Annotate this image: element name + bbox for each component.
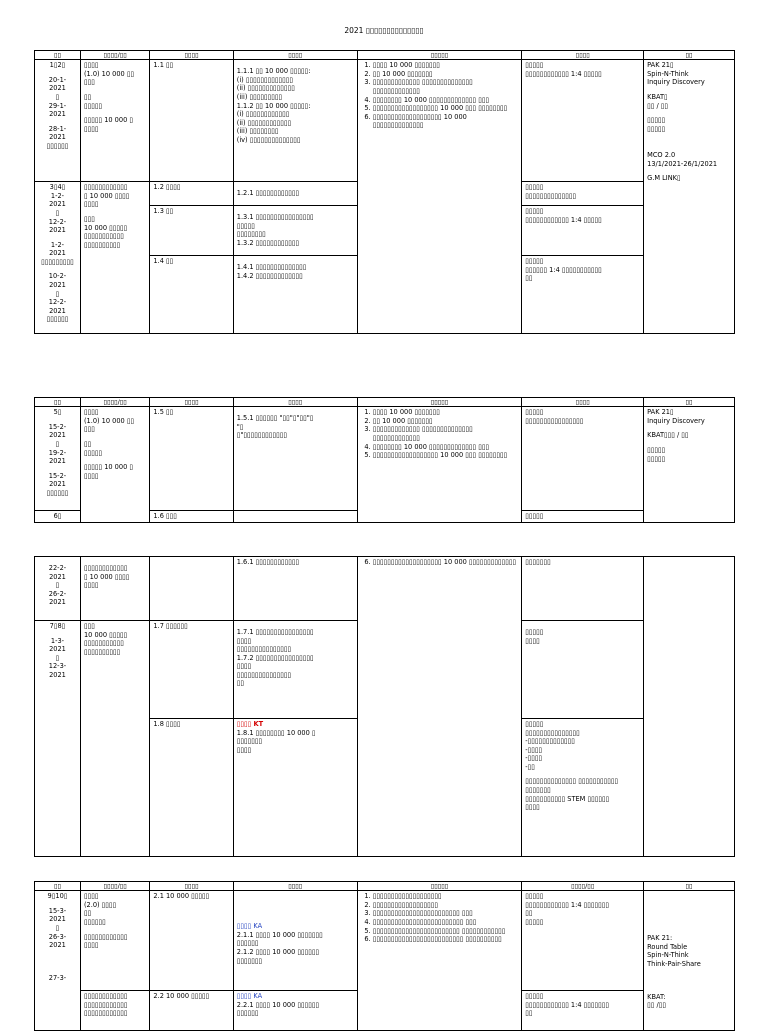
text-line: Think-Pair-Share [647,960,701,969]
text-line: 26-3- [48,932,67,941]
unit-cell [80,557,149,621]
learning-standard-cell [233,719,357,857]
text-line: Inquiry Discovery [647,78,705,87]
text-line: ▯▯▯▯▯▯▯▯▯▯▯▯ 1:4 ▯▯▯▯▯▯▯ [525,900,610,909]
standard-cell [150,182,233,206]
text-line: ▯ 10 000 ▯▯▯▯ [83,572,130,581]
notes-cell [644,891,735,1031]
text-line: 2.1.2 ▯▯▯▯ 10 000 ▯▯▯▯▯▯ [236,948,320,957]
standard-cell [150,621,233,719]
assessment-cell [522,206,644,256]
activities-cell [357,407,522,523]
ka-tag: ▯▯▯▯ KA [236,922,263,931]
header-cell: ▯▯ [35,882,81,891]
assessment-cell [522,256,644,334]
text-line: ▯▯ [525,1009,533,1018]
learning-standard-cell [233,991,357,1031]
text-line: 2021 [49,941,66,950]
text-line: ▯▯▯▯▯▯▯▯▯▯▯▯ [83,1000,128,1009]
text-line: 27-3- [48,973,67,982]
text-line: 1▯2▯ [49,61,66,70]
text-line: ▯▯▯▯ [236,662,252,671]
activity-item: 5. ▯▯▯▯▯▯▯▯▯▯▯▯▯▯▯▯▯▯ 10 000 ▯▯▯ ▯▯▯▯▯▯▯▯ [373,451,519,460]
header-cell: ▯▯▯▯/▯▯ [80,398,149,407]
standard-label: 1.7 ▯▯▯▯▯▯ [153,622,188,630]
header-cell: ▯▯▯▯ [522,398,644,407]
text-line: 2021 [49,280,66,289]
text-line: 2021 [49,670,66,679]
text-line: ▯▯ [525,909,533,918]
text-line: ▯▯▯▯▯▯▯▯▯▯▯▯ [83,1009,128,1018]
activity-item: 3. ▯▯▯▯▯▯▯▯▯▯▯▯▯▯▯▯▯▯▯▯▯▯▯▯ ▯▯▯ [373,909,519,918]
activity-item: 4. ▯▯▯▯▯▯▯▯ 10 000 ▯▯▯▯▯▯▯▯▯▯▯▯▯ ▯▯▯ [373,443,519,452]
text-line: ▯▯▯▯▯▯▯▯▯▯▯ [83,232,124,241]
week-cell [35,891,81,1031]
text-line: ▯▯▯▯▯ [525,257,544,266]
text-line: ▯▯▯▯▯▯▯▯▯▯▯▯▯▯▯▯ [525,416,584,425]
activity-item: 3. ▯▯▯▯▯▯▯▯▯▯▯▯▯ ▯▯▯▯▯▯▯▯▯▯▯▯▯▯ ▯▯▯▯▯▯▯▯▯▯▯▯▯ [373,78,519,95]
text-line: ▯ [55,289,60,298]
text-line: ▯▯▯▯ [83,941,99,950]
activities-cell [357,60,522,334]
header-cell: ▯▯▯▯/▯▯ [522,882,644,891]
activity-item: 1. ▯▯▯▯ 10 000 ▯▯▯▯▯▯▯ [373,408,519,417]
text-line: 2021 [49,572,66,581]
text-line: ▯▯ [236,679,245,688]
header-cell: ▯▯▯▯/▯▯ [80,882,149,891]
text-line: 1-2- [50,240,65,249]
text-line: 1.3.2 ▯▯▯▯▯▯▯▯▯▯▯▯ [236,239,300,248]
unit-cell [80,891,149,991]
text-line: ▯▯▯▯▯▯▯▯▯▯ [83,647,121,656]
activity-item: 4. ▯▯▯▯▯▯▯▯▯▯▯▯▯▯▯▯▯▯▯▯▯▯▯▯▯ ▯▯▯ [373,918,519,927]
text-line: 2021 [49,226,66,235]
text-line: ▯▯▯▯▯ 10 000 ▯ [83,116,133,125]
activity-item: 1. ▯▯▯▯ 10 000 ▯▯▯▯▯▯▯ [373,61,519,70]
text-line: 2021 [49,306,66,315]
text-line: ▯ [55,440,60,449]
text-line: (iii) ▯▯▯▯▯▯▯▯ [236,127,279,136]
text-line: ▯▯▯▯▯▯▯▯▯▯▯▯▯▯▯ [525,728,580,737]
text-line: ▯▯▯▯▯▯▯▯▯▯▯▯ 1:4 ▯▯▯▯▯ [525,69,602,78]
text-line: -▯▯ [525,762,535,771]
table-row [35,60,735,182]
week-cell [35,621,81,857]
standard-label: 1.4 ▯▯ [153,257,174,266]
text-line: 2.2.1 ▯▯▯▯ 10 000 ▯▯▯▯▯▯ [236,1000,320,1009]
text-line: KBAT: [647,992,666,1001]
standard-label: 2.1 10 000 ▯▯▯▯▯ [153,892,210,901]
week-cell [35,407,81,511]
text-line: ▯▯▯▯▯▯▯▯▯▯▯▯ 1:4 ▯▯▯▯▯ [525,215,602,224]
text-line: ▯▯▯▯▯▯ [46,141,69,150]
text-line: ▯▯▯▯▯ [525,512,544,521]
week-cell [35,557,81,621]
text-line: 2.1.1 ▯▯▯▯ 10 000 ▯▯▯▯▯▯▯ [236,930,323,939]
text-line: 1.1.2 ▯▯ 10 000 ▯▯▯▯▯: [236,101,311,110]
text-line: ▯▯ [525,274,533,283]
text-line: ▯▯▯▯ [83,408,99,417]
table-row [35,407,735,511]
activity-item: 2. ▯▯ 10 000 ▯▯▯▯▯▯▯ [373,417,519,426]
learning-standard-cell [233,557,357,621]
text-line: ▯▯ [83,440,92,449]
standard-cell [150,60,233,182]
text-line: 1.8.1 ▯▯▯▯▯▯▯▯ 10 000 ▯ [236,728,316,737]
text-line: ▯▯▯▯ [83,471,99,480]
document-title: 2021 ▯▯▯▯▯▯▯▯▯▯▯▯▯▯ [344,26,424,35]
unit-cell [80,991,149,1031]
text-line: ▯▯▯▯▯▯ [46,488,69,497]
text-line: 1.5.1 ▯▯▯▯▯▯ "▯▯"▯"▯▯"▯ [236,414,314,423]
text-line: 20-1- [48,75,67,84]
text-line: (i) ▯▯▯▯▯▯▯▯▯▯▯▯ [236,110,290,119]
activity-item: 6. ▯▯▯▯▯▯▯▯▯▯▯▯▯▯▯▯▯▯▯▯▯▯▯▯▯ ▯▯▯▯▯▯▯▯▯▯ [373,935,519,944]
header-cell: ▯▯▯▯▯ [357,882,522,891]
text-line: ▯▯ / ▯▯ [647,101,669,110]
table-header-row [35,398,735,407]
text-line: 1.2.1 ▯▯▯▯▯▯▯▯▯▯▯▯ [236,189,300,198]
text-line: ▯▯▯▯▯▯▯▯▯▯▯ [83,639,124,648]
text-line: 1.4.1 ▯▯▯▯▯▯▯▯▯▯▯▯▯▯ [236,263,307,272]
standard-cell [150,557,233,621]
text-line: ▯▯▯ [83,78,95,87]
text-line: 10 000 ▯▯▯▯▯ [83,223,128,232]
header-cell: ▯▯▯▯ [150,882,233,891]
header-cell: ▯▯▯▯ [233,882,357,891]
text-line: ▯▯▯ [83,425,95,434]
standard-cell [150,511,233,523]
text-line: ▯"▯▯▯▯▯▯▯▯▯▯▯▯ [236,431,287,440]
lesson-plan-table-4 [34,881,735,1031]
assessment-cell [522,511,644,523]
text-line: 15-2- [48,422,67,431]
text-line: ▯▯▯▯▯▯ [83,918,106,927]
text-line: ▯ [55,581,60,590]
text-line: ▯▯ /▯▯ [647,1001,666,1010]
text-line: 1.3.1 ▯▯▯▯▯▯▯▯▯▯▯▯▯▯▯▯ [236,213,314,222]
text-line: ▯▯▯▯▯▯▯▯▯▯▯▯▯▯▯ [236,645,292,654]
text-line: ▯▯▯▯▯▯ [46,315,69,324]
standard-label: 1.3 ▯▯ [153,207,174,216]
header-cell: ▯▯ [35,51,81,60]
header-cell: ▯▯ [644,51,735,60]
text-line: 26-2- [48,589,67,598]
assessment-cell [522,182,644,206]
notes-cell [644,557,735,857]
standard-cell [150,991,233,1031]
learning-standard-cell [233,182,357,206]
text-line: Round Table [647,942,688,951]
text-line: 22-2- [48,564,67,572]
text-line: Spin-N-Think [647,69,689,78]
text-line: 1.7.2 ▯▯▯▯▯▯▯▯▯▯▯▯▯▯▯▯ [236,653,314,662]
header-cell: ▯▯▯▯▯ [357,51,522,60]
text-line: ▯ [55,93,60,102]
text-line: 10 000 ▯▯▯▯▯ [83,630,128,639]
text-line: ▯▯▯▯▯▯ 1:4 ▯▯▯▯▯▯▯▯▯▯▯ [525,265,602,274]
text-line: ▯▯▯▯▯ [83,101,103,110]
text-line: (2.0) ▯▯▯▯ [83,900,117,909]
text-line: PAK 21▯ [647,61,674,70]
text-line: (1.0) 10 000 ▯▯ [83,416,135,425]
table-row [35,557,735,621]
text-line: PAK 21▯ [647,408,674,417]
header-cell: ▯▯ [644,398,735,407]
text-line: 19-2- [48,448,67,457]
text-line: -▯▯▯▯▯▯▯▯▯▯▯▯▯ [525,737,575,746]
text-line: ▯▯▯▯▯▯▯ [236,737,263,746]
text-line: (i) ▯▯▯▯▯▯▯▯▯▯▯▯▯ [236,75,293,84]
text-line: 12-2- [48,298,67,307]
text-line: ▯▯▯▯▯▯▯▯▯▯▯▯▯▯▯ [236,670,292,679]
text-line: ▯▯▯▯▯▯▯▯▯ [41,257,74,266]
text-line: ▯▯▯▯ [236,636,252,645]
text-line: -▯▯▯▯ [525,745,543,754]
header-cell: ▯▯▯▯ [150,51,233,60]
header-cell: ▯▯ [35,398,81,407]
text-line: 1.7.1 ▯▯▯▯▯▯▯▯▯▯▯▯▯▯▯▯ [236,628,314,636]
text-line: ▯▯▯▯ [525,803,540,812]
standard-cell [150,891,233,991]
header-cell: ▯▯▯▯ [233,51,357,60]
activity-item: 6. ▯▯▯▯▯▯▯▯▯▯▯▯▯▯▯▯▯▯▯ 10 000 ▯▯▯▯▯▯▯▯▯▯▯▯▯▯ [373,113,519,130]
week-cell [35,60,81,182]
standard-cell [150,256,233,334]
ka-tag: ▯▯▯▯ KA [236,992,263,1001]
standard-cell [150,206,233,256]
activity-item: 5. ▯▯▯▯▯▯▯▯▯▯▯▯▯▯▯▯▯▯▯▯▯▯▯▯ ▯▯▯▯▯▯▯▯▯▯▯▯ [373,927,519,936]
activity-item: 3. ▯▯▯▯▯▯▯▯▯▯▯▯▯ ▯▯▯▯▯▯▯▯▯▯▯▯▯▯ ▯▯▯▯▯▯▯▯▯▯▯▯▯ [373,425,519,442]
unit-cell [80,60,149,182]
text-line: 15-2- [48,471,67,480]
kt-tag: ▯▯▯▯ KT [236,720,264,728]
text-line: ▯▯▯▯ [83,124,99,133]
text-line: 28-1- [48,124,67,133]
text-line: Spin-N-Think [647,951,689,960]
text-line: ▯▯▯ [83,215,95,224]
learning-standard-cell [233,256,357,334]
text-line: 12-3- [48,662,67,671]
header-cell: ▯▯▯▯ [150,398,233,407]
assessment-cell [522,557,644,621]
standard-label: 1.6 ▯▯▯ [153,512,177,521]
text-line: 29-1- [48,101,67,110]
activities-cell [357,557,522,857]
table-row [35,891,735,991]
text-line: ▯ 10 000 ▯▯▯▯ [83,191,130,200]
standard-label: 2.2 10 000 ▯▯▯▯▯ [153,992,210,1001]
text-line: ▯▯▯▯ [83,200,99,209]
header-cell: ▯▯▯▯▯ [357,398,522,407]
text-line: 3▯4▯ [49,183,66,192]
text-line: ▯▯▯▯ [236,745,252,754]
text-line: G.M LINK▯ [647,174,681,183]
text-line: 6▯ [53,512,62,521]
text-line: ▯▯ [83,93,92,102]
learning-standard-cell [233,511,357,523]
text-line: 1.1.1 ▯▯ 10 000 ▯▯▯▯▯: [236,67,311,76]
text-line: 2021 [49,133,66,142]
standard-cell [150,719,233,857]
text-line: ▯▯▯▯▯▯▯▯▯▯▯▯▯▯ ▯▯▯▯▯▯▯▯▯▯▯ [525,777,619,786]
text-line: ▯▯▯▯▯ [525,628,544,636]
text-line: ▯▯▯▯▯▯▯ [525,558,551,566]
learning-standard-cell [233,891,357,991]
activity-item: 2. ▯▯ 10 000 ▯▯▯▯▯▯▯ [373,70,519,79]
text-line: PAK 21: [647,934,673,943]
text-line: 7▯8▯ [49,622,66,630]
text-line: 2021 [49,249,66,258]
notes-cell [644,60,735,334]
week-cell [35,182,81,334]
text-line: (ii) ▯▯▯▯▯▯▯▯▯▯▯▯▯ [236,84,295,93]
assessment-cell [522,621,644,719]
header-cell: ▯▯▯▯/▯▯ [80,51,149,60]
standard-label: 1.1 ▯▯ [153,61,174,70]
text-line: 2021 [49,598,66,607]
notes-cell [644,407,735,523]
assessment-cell [522,719,644,857]
text-line: ▯▯ [83,909,92,918]
text-line: MCO 2.0 [647,151,676,160]
text-line: ▯ [55,653,60,662]
learning-standard-cell [233,407,357,511]
table-header-row [35,882,735,891]
header-cell: ▯▯▯▯ [522,51,644,60]
text-line: ▯▯▯▯▯▯▯▯▯▯▯▯▯▯ [525,191,577,200]
text-line: 2021 [49,200,66,209]
standard-cell [150,407,233,511]
text-line: ▯▯▯▯▯ [647,454,666,463]
text-line: ▯▯▯▯▯ [647,446,666,455]
text-line: "▯ [236,422,244,431]
text-line: ▯▯▯▯▯ [236,221,255,230]
text-line: ▯▯▯▯▯▯▯▯▯▯▯▯ 1:4 ▯▯▯▯▯▯▯ [525,1000,610,1009]
text-line: ▯▯▯▯▯▯▯ [236,956,263,965]
learning-standard-cell [233,60,357,182]
text-line: 2021 [49,84,66,93]
text-line: ▯▯▯▯ [83,61,99,70]
text-line: ▯▯▯▯ [525,636,540,645]
text-line: 13/1/2021-26/1/2021 [647,159,718,168]
unit-cell [80,182,149,334]
activity-item: 5. ▯▯▯▯▯▯▯▯▯▯▯▯▯▯▯▯▯▯ 10 000 ▯▯▯ ▯▯▯▯▯▯▯▯ [373,104,519,113]
text-line: KBAT▯▯▯ / ▯▯ [647,431,689,440]
text-line: 2021 [49,480,66,489]
text-line: 5▯ [53,408,62,417]
unit-cell [80,621,149,857]
activities-cell [357,891,522,1031]
lesson-plan-table-1 [34,50,735,334]
text-line: 2021 [49,915,66,924]
text-line: ▯▯▯▯ [83,581,99,590]
text-line: 10-2- [48,272,67,281]
header-cell: ▯▯ [644,882,735,891]
activity-item: 6. ▯▯▯▯▯▯▯▯▯▯▯▯▯▯▯▯▯▯▯ 10 000 ▯▯▯▯▯▯▯▯▯▯▯▯▯ [373,558,519,567]
text-line: ▯▯▯▯▯▯▯▯▯▯▯ STEM ▯▯▯▯▯▯ [525,794,610,803]
text-line: ▯▯▯▯▯▯▯▯▯▯▯▯ [83,183,128,192]
text-line: ▯▯▯▯▯ 10 000 ▯ [83,463,133,472]
text-line: ▯▯▯▯▯▯▯▯▯▯▯▯ [83,932,128,941]
assessment-cell [522,891,644,991]
text-line: KBAT▯ [647,93,668,102]
text-line: 9▯10▯ [47,892,68,901]
lesson-plan-table-3 [34,556,735,857]
lesson-plan-table-2 [34,397,735,523]
text-line: (1.0) 10 000 ▯▯ [83,69,135,78]
assessment-cell [522,407,644,511]
text-line: ▯▯▯▯▯ [647,124,666,133]
text-line: ▯▯▯▯▯ [525,408,544,417]
text-line: 2021 [49,110,66,119]
assessment-cell [522,991,644,1031]
text-line: (iii) ▯▯▯▯▯▯▯▯▯ [236,93,283,102]
text-line: ▯▯▯▯▯ [525,183,544,192]
text-line: 15-3- [48,906,67,915]
week-cell [35,511,81,523]
text-line: ▯▯▯▯▯▯▯▯▯▯▯▯ [83,564,128,572]
text-line: ▯▯▯▯▯ [525,207,544,216]
text-line: 2021 [49,457,66,466]
text-line: 1-3- [50,636,65,645]
learning-standard-cell [233,621,357,719]
unit-cell [80,407,149,523]
standard-label: 1.5 ▯▯ [153,408,174,417]
text-line: 1-2- [50,191,65,200]
text-line: 12-2- [48,217,67,226]
standard-label: 1.2 ▯▯▯▯ [153,183,181,192]
learning-standard-cell [233,206,357,256]
text-line: 1.6.1 ▯▯▯▯▯▯▯▯▯▯▯▯ [236,558,300,566]
activity-item: 1. ▯▯▯▯▯▯▯▯▯▯▯▯▯▯▯▯▯▯▯ [373,892,519,901]
text-line: ▯▯▯▯▯ [525,892,544,901]
text-line: ▯ [55,924,60,933]
activity-item: 4. ▯▯▯▯▯▯▯▯ 10 000 ▯▯▯▯▯▯▯▯▯▯▯▯▯ ▯▯▯ [373,96,519,105]
text-line: ▯▯▯ [83,622,95,630]
text-line: ▯▯▯▯▯ [647,116,666,125]
text-line: 1.4.2 ▯▯▯▯▯▯▯▯▯▯▯▯▯ [236,271,303,280]
text-line: ▯▯▯▯▯▯▯▯ [236,230,266,239]
text-line: ▯▯▯▯▯▯▯▯▯▯ [83,240,121,249]
text-line: ▯▯▯▯▯▯ [236,939,259,948]
text-line: -▯▯▯▯ [525,754,543,763]
standard-label: 1.8 ▯▯▯▯ [153,720,181,728]
table-header-row [35,51,735,60]
activity-item: 2. ▯▯▯▯▯▯▯▯▯▯▯▯▯▯▯▯▯▯ [373,901,519,910]
text-line: ▯▯▯▯▯▯▯ [525,785,551,794]
text-line: ▯▯▯▯▯ [83,448,103,457]
text-line: ▯▯▯▯▯ [525,992,544,1001]
text-line: 2021 [49,431,66,440]
assessment-cell [522,60,644,182]
text-line: ▯▯▯▯ [83,892,99,901]
text-line: (iv) ▯▯▯▯▯▯▯▯▯▯▯▯▯▯ [236,135,301,144]
text-line: ▯▯▯▯▯ [525,61,544,70]
text-line: ▯▯▯▯▯▯ [236,1009,259,1018]
text-line: 2021 [49,645,66,654]
text-line: ▯▯▯▯▯ [525,720,544,728]
text-line: ▯▯▯▯▯▯▯▯▯▯▯▯ [83,992,128,1001]
text-line: (ii) ▯▯▯▯▯▯▯▯▯▯▯▯ [236,118,292,127]
text-line: ▯▯▯▯▯ [525,918,544,927]
text-line: Inquiry Discovery [647,416,705,425]
text-line: ▯ [55,209,60,218]
header-cell: ▯▯▯▯ [233,398,357,407]
